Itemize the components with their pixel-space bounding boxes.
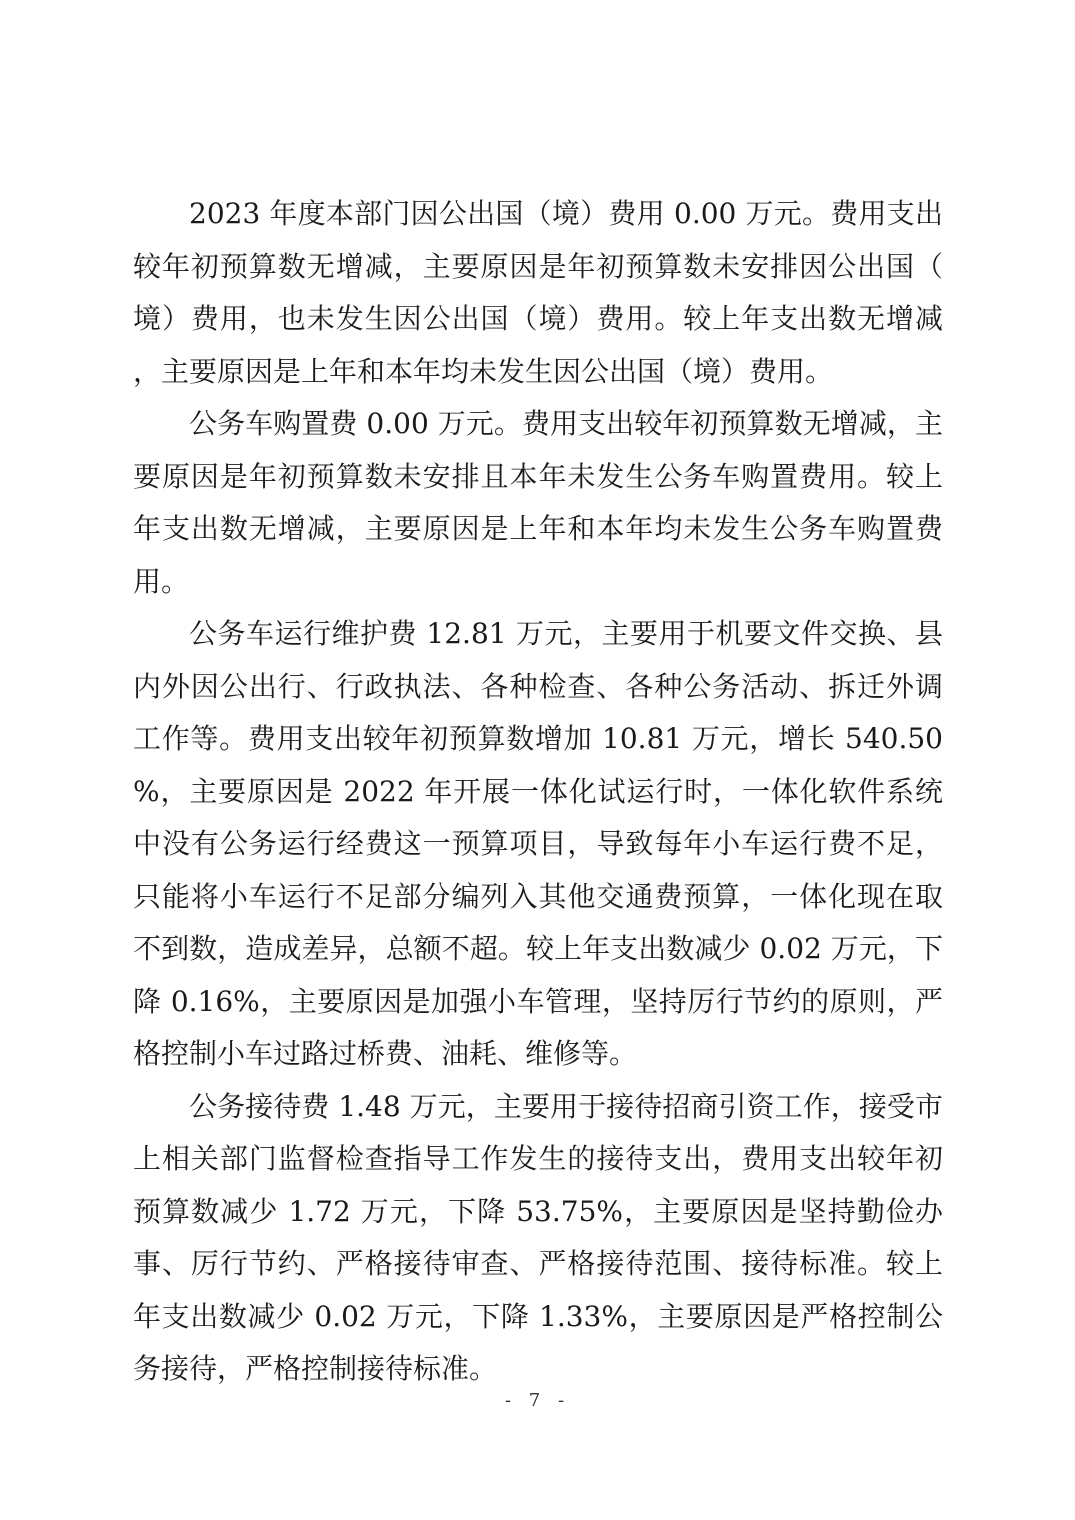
paragraph-official-reception: 公务接待费 1.48 万元，主要用于接待招商引资工作，接受市上相关部门监督检查指导工作发生的接待支出，费用支出较年初预算数减少 1.72 万元，下降 53.75%，主要原因是坚持勤俭办事、厉行节约、严格接待审查、严格接待范围、接待标准。较上年支出数减少 0.02 万元，下降 1.33%，主要原因是严格控制公务接待，严格控制接待标准。 xyxy=(133,1089,943,1385)
document-body xyxy=(133,188,943,1396)
paragraph-vehicle-purchase: 公务车购置费 0.00 万元。费用支出较年初预算数无增减，主要原因是年初预算数未安排且本年未发生公务车购置费用。较上年支出数无增减，主要原因是上年和本年均未发生公务车购置费用。 xyxy=(133,407,943,598)
paragraph-overseas-travel: 2023 年度本部门因公出国（境）费用 0.00 万元。费用支出较年初预算数无增减，主要原因是年初预算数未安排因公出国（境）费用，也未发生因公出国（境）费用。较上年支出数无增减，主要原因是上年和本年均未发生因公出国（境）费用。 xyxy=(133,197,943,388)
paragraph-vehicle-operation: 公务车运行维护费 12.81 万元，主要用于机要文件交换、县内外因公出行、行政执法、各种检查、各种公务活动、拆迁外调工作等。费用支出较年初预算数增加 10.81 万元，增长 540.50%，主要原因是 2022 年开展一体化试运行时，一体化软件系统中没有公务运行经费这一预算项目，导致每年小车运行费不足，只能将小车运行不足部分编列入其他交通费预算，一体化现在取不到数，造成差异，总额不超。较上年支出数减少 0.02 万元，下降 0.16%，主要原因是加强小车管理，坚持厉行节约的原则，严格控制小车过路过桥费、油耗、维修等。 xyxy=(133,617,943,1070)
page-number: - 7 - xyxy=(504,1390,571,1411)
